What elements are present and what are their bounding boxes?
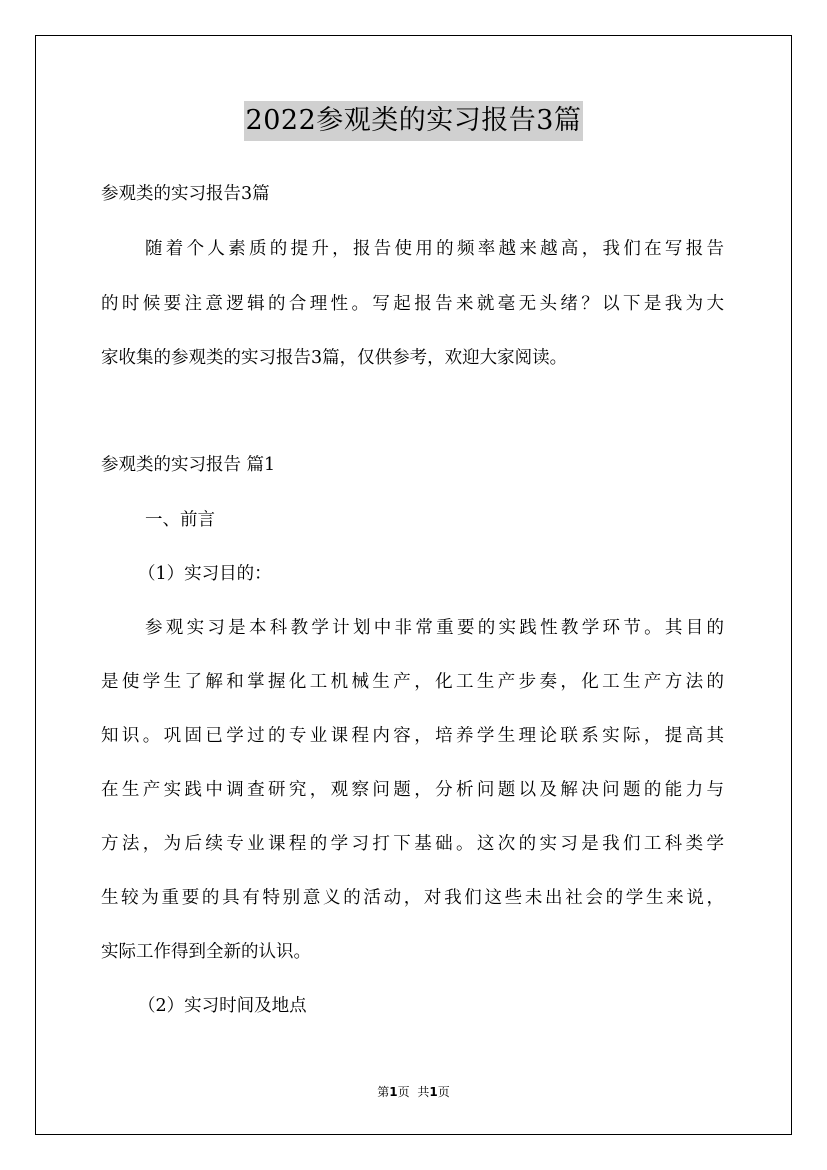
subtitle: 参观类的实习报告3篇 (101, 184, 270, 204)
purpose-line-2: 是使学生了解和掌握化工机械生产，化工生产步奏，化工生产方法的 (101, 672, 724, 692)
document-title: 2022参观类的实习报告3篇 (244, 101, 584, 141)
purpose-line-1: 参观实习是本科教学计划中非常重要的实践性教学环节。其目的 (145, 618, 724, 638)
purpose-line-6: 生较为重要的具有特别意义的活动，对我们这些未出社会的学生来说， (101, 888, 724, 908)
footer-page-number: 1 (389, 1085, 398, 1099)
page-footer (0, 1084, 827, 1100)
purpose-line-3: 知识。巩固已学过的专业课程内容，培养学生理论联系实际，提高其 (101, 726, 724, 746)
purpose-line-4: 在生产实践中调查研究，观察问题，分析问题以及解决问题的能力与 (101, 780, 724, 800)
intro-line-3: 家收集的参观类的实习报告3篇，仅供参考，欢迎大家阅读。 (101, 348, 568, 368)
footer-total-prefix: 共 (417, 1085, 430, 1099)
footer-total-number: 1 (429, 1085, 438, 1099)
intro-line-2: 的时候要注意逻辑的合理性。写起报告来就毫无头绪？以下是我为大 (101, 294, 724, 314)
purpose-line-5: 方法，为后续专业课程的学习打下基础。这次的实习是我们工科类学 (101, 834, 724, 854)
footer-total-suffix: 页 (437, 1085, 450, 1099)
time-place-heading: （2）实习时间及地点 (138, 996, 307, 1016)
footer-page-mid: 页 (397, 1085, 410, 1099)
footer-page-prefix: 第 (377, 1085, 390, 1099)
intro-line-1: 随着个人素质的提升，报告使用的频率越来越高，我们在写报告 (145, 239, 724, 259)
purpose-line-7: 实际工作得到全新的认识。 (101, 942, 311, 962)
preface-heading: 一、前言 (145, 510, 215, 530)
purpose-heading: （1）实习目的： (138, 564, 272, 584)
title-container (0, 101, 827, 141)
section-1-heading: 参观类的实习报告 篇1 (101, 455, 276, 475)
